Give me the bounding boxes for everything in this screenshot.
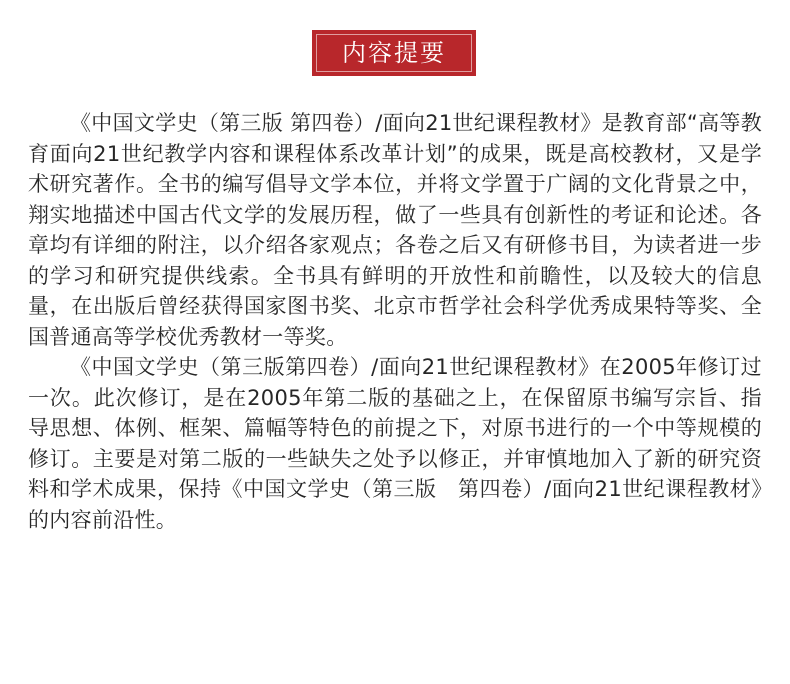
summary-paragraph-1: 《中国文学史（第三版 第四卷）/面向21世纪课程教材》是教育部“高等教育面向21世纪教学内容和课程体系改革计划”的成果，既是高校教材，又是学术研究著作。全书的编写倡导文学本位，并将文学置于广阔的文化背景之中，翔实地描述中国古代文学的发展历程，做了一些具有创新性的考证和论述。各章均有详细的附注，以介绍各家观点；各卷之后又有研修书目，为读者进一步的学习和研究提供线索。全书具有鲜明的开放性和前瞻性，以及较大的信息量，在出版后曾经获得国家图书奖、北京市哲学社会科学优秀成果特等奖、全国普通高等学校优秀教材一等奖。 bbox=[28, 111, 762, 349]
summary-paragraph-2: 《中国文学史（第三版第四卷）/面向21世纪课程教材》在2005年修订过一次。此次修订，是在2005年第二版的基础之上，在保留原书编写宗旨、指导思想、体例、框架、篇幅等特色的前提之下，对原书进行的一个中等规模的修订。主要是对第二版的一些缺失之处予以修正，并审慎地加入了新的研究资料和学术成果，保持《中国文学史（第三版 第四卷）/面向21世纪课程教材》的内容前沿性。 bbox=[28, 355, 762, 532]
summary-body bbox=[28, 108, 762, 535]
section-header bbox=[312, 30, 476, 76]
section-title: 内容提要 bbox=[342, 39, 446, 67]
